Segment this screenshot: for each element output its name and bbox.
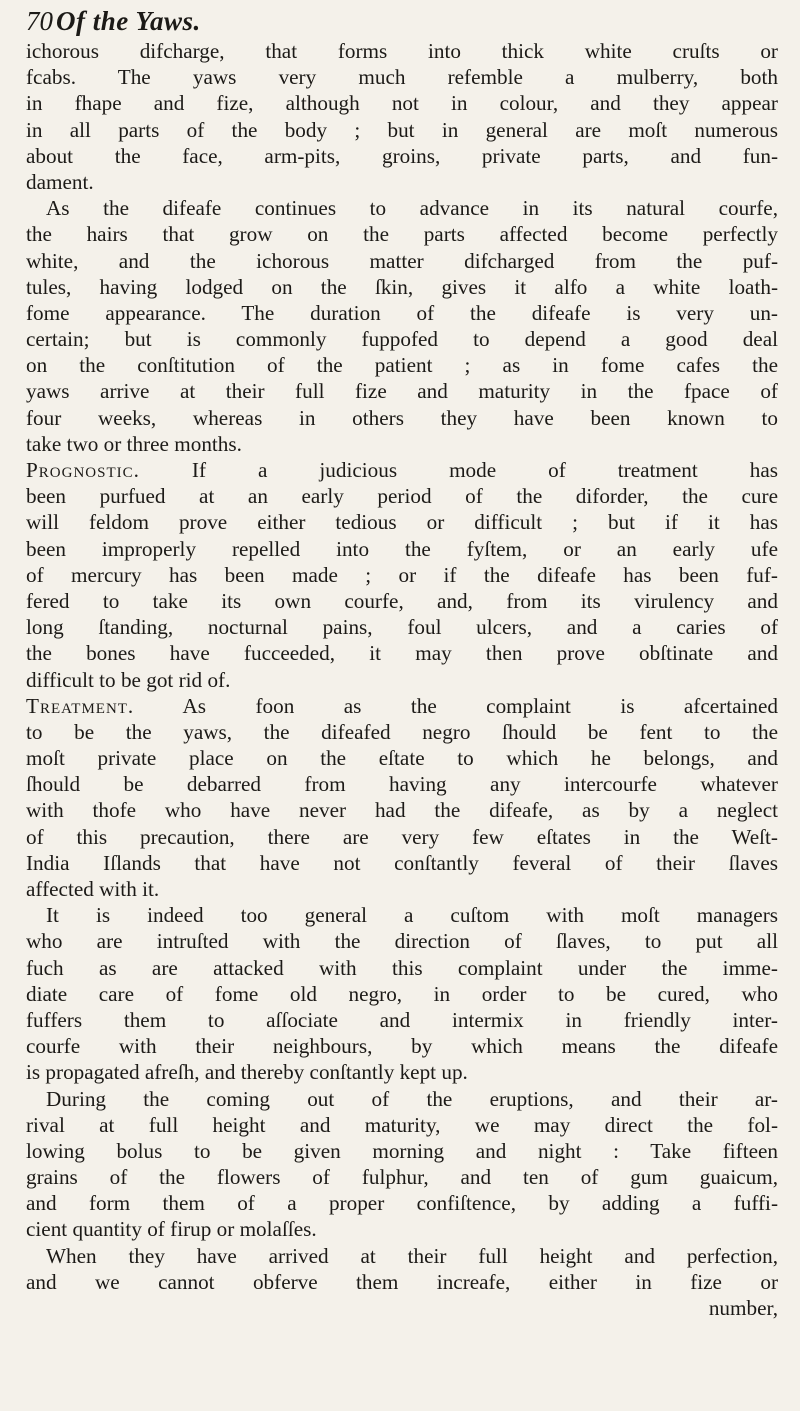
text-line <box>26 588 778 614</box>
line-text: fome appearance. The duration of the difeafe is very un- <box>26 300 778 325</box>
text-line <box>26 955 778 981</box>
text-line <box>26 457 778 483</box>
line-text: number, <box>708 1296 778 1320</box>
line-text: on the conſtitution of the patient ; as in fome cafes the <box>26 353 778 378</box>
text-line <box>26 745 778 771</box>
line-text: who are intruſted with the direction of ſlaves, to put all <box>26 929 778 954</box>
line-text: certain; but is commonly fuppofed to depend a good deal <box>26 327 778 352</box>
line-text: four weeks, whereas in others they have been known to <box>26 405 778 430</box>
line-text: and form them of a proper confiſtence, by adding a fuffi- <box>26 1191 778 1216</box>
line-text: of mercury has been made ; or if the difeafe has been fuf- <box>26 562 778 587</box>
line-text: tules, having lodged on the ſkin, gives it alfo a white loath- <box>26 274 778 299</box>
line-text: ichorous difcharge, that forms into thick white cruſts or <box>26 39 778 63</box>
line-text: white, and the ichorous matter difcharged from the puf- <box>26 248 778 273</box>
running-head <box>26 4 778 38</box>
line-text: of this precaution, there are very few eſtates in the Weſt- <box>26 824 778 849</box>
text-line <box>26 1086 778 1112</box>
text-line <box>26 902 778 928</box>
text-line <box>26 169 778 195</box>
line-text: lowing bolus to be given morning and night : Take fifteen <box>26 1138 778 1163</box>
line-text: It is indeed too general a cuſtom with moſt managers <box>46 903 778 928</box>
text-line <box>26 562 778 588</box>
line-text: difficult to be got rid of. <box>26 667 231 692</box>
text-line <box>26 850 778 876</box>
text-line <box>26 117 778 143</box>
line-text: in all parts of the body ; but in general are moſt numerous <box>26 117 778 142</box>
line-text: been improperly repelled into the fyſtem, or an early ufe <box>26 536 778 561</box>
line-text: dament. <box>26 169 94 194</box>
text-line <box>26 1059 778 1085</box>
text-line <box>26 667 778 693</box>
line-text: During the coming out of the eruptions, and their ar- <box>46 1086 778 1111</box>
line-text: As the difeafe continues to advance in its natural courfe, <box>46 196 778 221</box>
text-line <box>26 38 778 64</box>
text-line <box>26 248 778 274</box>
text-line <box>26 876 778 902</box>
line-text: long ſtanding, nocturnal pains, foul ulcers, and a caries of <box>26 615 778 640</box>
line-text: ſhould be debarred from having any intercourfe whatever <box>26 772 778 797</box>
text-line <box>26 326 778 352</box>
line-text: cient quantity of firup or molaſſes. <box>26 1217 317 1242</box>
body-text <box>26 38 778 1321</box>
line-text: rival at full height and maturity, we may direct the fol- <box>26 1112 778 1137</box>
line-text: moſt private place on the eſtate to which he belongs, and <box>26 746 778 771</box>
line-text: fuffers them to aſſociate and intermix in friendly inter- <box>26 1007 778 1032</box>
text-line <box>26 1269 778 1295</box>
text-line <box>26 536 778 562</box>
text-line <box>26 981 778 1007</box>
line-text: the bones have fucceeded, it may then prove obſtinate and <box>26 641 778 666</box>
line-text: fcabs. The yaws very much refemble a mulberry, both <box>26 65 778 90</box>
line-text: with thofe who have never had the difeafe, as by a neglect <box>26 798 778 823</box>
text-line <box>26 300 778 326</box>
text-line <box>26 274 778 300</box>
text-line <box>26 143 778 169</box>
text-line <box>26 771 778 797</box>
line-text: diate care of fome old negro, in order to be cured, who <box>26 981 778 1006</box>
line-text: and we cannot obferve them increafe, either in fize or <box>26 1269 778 1294</box>
text-line <box>26 1295 778 1321</box>
running-head-title: Of the Yaws. <box>56 6 201 36</box>
section-heading: Prognostic. <box>26 458 140 482</box>
line-text: about the face, arm-pits, groins, private parts, and fun- <box>26 143 778 168</box>
line-text: courfe with their neighbours, by which means the difeafe <box>26 1034 778 1059</box>
text-line <box>26 352 778 378</box>
line-text: As foon as the complaint is afcertained <box>134 693 778 718</box>
line-text: If a judicious mode of treatment has <box>139 458 778 482</box>
text-line <box>26 928 778 954</box>
text-line <box>26 640 778 666</box>
line-text: to be the yaws, the difeafed negro ſhould be fent to the <box>26 719 778 744</box>
line-text: When they have arrived at their full height and perfection, <box>46 1243 778 1268</box>
text-line <box>26 483 778 509</box>
text-line <box>26 1007 778 1033</box>
section-heading: Treatment. <box>26 693 135 718</box>
text-line <box>26 64 778 90</box>
text-line <box>26 1033 778 1059</box>
line-text: grains of the flowers of fulphur, and ten of gum guaicum, <box>26 1165 778 1190</box>
text-line <box>26 797 778 823</box>
text-line <box>26 221 778 247</box>
text-line <box>26 1164 778 1190</box>
text-line <box>26 405 778 431</box>
text-line <box>26 90 778 116</box>
line-text: will feldom prove either tedious or difficult ; but if it has <box>26 510 778 535</box>
line-text: the hairs that grow on the parts affected become perfectly <box>26 222 778 247</box>
text-line <box>26 719 778 745</box>
page-number: 70 <box>26 6 53 36</box>
text-line <box>26 824 778 850</box>
text-line <box>26 1112 778 1138</box>
text-line <box>26 614 778 640</box>
text-line <box>26 431 778 457</box>
text-line <box>26 509 778 535</box>
text-line <box>26 1243 778 1269</box>
text-line <box>26 378 778 404</box>
text-line <box>26 693 778 719</box>
line-text: yaws arrive at their full fize and maturity in the fpace of <box>26 379 778 404</box>
line-text: take two or three months. <box>26 431 242 456</box>
text-line <box>26 195 778 221</box>
text-line <box>26 1216 778 1242</box>
line-text: affected with it. <box>26 877 160 901</box>
line-text: fuch as are attacked with this complaint under the imme- <box>26 955 778 980</box>
line-text: is propagated afreſh, and thereby conſtantly kept up. <box>26 1060 468 1085</box>
line-text: in fhape and fize, although not in colour, and they appear <box>26 91 778 116</box>
text-line <box>26 1138 778 1164</box>
line-text: fered to take its own courfe, and, from its virulency and <box>26 588 778 613</box>
line-text: India Iſlands that have not conſtantly feveral of their ſlaves <box>26 850 778 875</box>
text-line <box>26 1190 778 1216</box>
line-text: been purfued at an early period of the diforder, the cure <box>26 484 778 509</box>
